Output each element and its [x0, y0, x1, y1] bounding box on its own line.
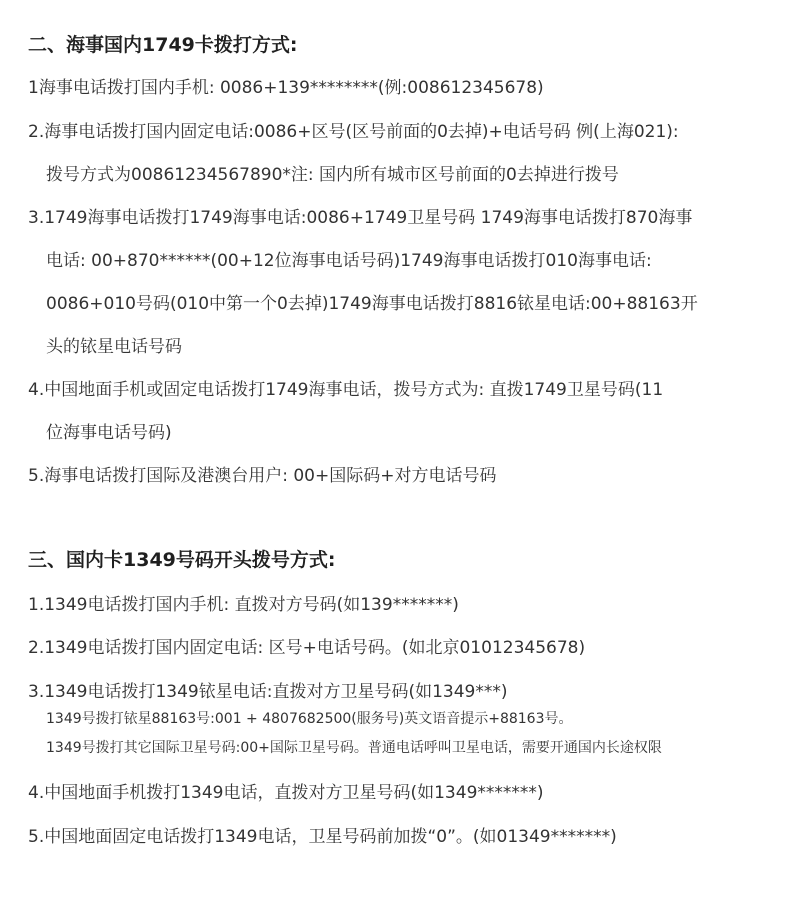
list-item-line: 2.海事电话拨打国内固定电话:0086+区号(区号前面的0去掉)+电话号码 例(上海021): — [28, 122, 679, 142]
list-item-line: 位海事电话号码) — [46, 423, 172, 443]
list-item-line: 3.1749海事电话拨打1749海事电话:0086+1749卫星号码 1749海事电话拨打870海事 — [28, 208, 693, 228]
section-heading-1349: 三、国内卡1349号码开头拨号方式: — [28, 549, 336, 571]
list-item-line: 5.中国地面固定电话拨打1349电话，卫星号码前加拨“0”。(如01349*******) — [28, 827, 617, 847]
list-item-line: 3.1349电话拨打1349铱星电话:直拨对方卫星号码(如1349***) — [28, 682, 508, 702]
note-line: 1349号拨打其它国际卫星号码:00+国际卫星号码。普通电话呼叫卫星电话，需要开通国内长途权限 — [46, 740, 662, 756]
list-item-line: 拨号方式为00861234567890*注: 国内所有城市区号前面的0去掉进行拨号 — [46, 165, 619, 185]
section-heading-1749: 二、海事国内1749卡拨打方式: — [28, 34, 298, 56]
list-item-line: 0086+010号码(010中第一个0去掉)1749海事电话拨打8816铱星电话:00+88163开 — [46, 294, 698, 314]
list-item-line: 4.中国地面手机或固定电话拨打1749海事电话，拨号方式为: 直拨1749卫星号码(11 — [28, 380, 664, 400]
list-item-line: 2.1349电话拨打国内固定电话: 区号+电话号码。(如北京01012345678) — [28, 638, 586, 658]
list-item-line: 1.1349电话拨打国内手机: 直拨对方号码(如139*******) — [28, 595, 459, 615]
note-line: 1349号拨打铱星88163号:001 + 4807682500(服务号)英文语音提示+88163号。 — [46, 711, 573, 727]
list-item-line: 4.中国地面手机拨打1349电话，直拨对方卫星号码(如1349*******) — [28, 783, 544, 803]
list-item-line: 5.海事电话拨打国际及港澳台用户: 00+国际码+对方电话号码 — [28, 466, 497, 486]
list-item-line: 头的铱星电话号码 — [46, 337, 182, 357]
list-item-line: 1海事电话拨打国内手机: 0086+139********(例:008612345678) — [28, 78, 544, 98]
list-item-line: 电话: 00+870******(00+12位海事电话号码)1749海事电话拨打010海事电话: — [46, 251, 652, 271]
